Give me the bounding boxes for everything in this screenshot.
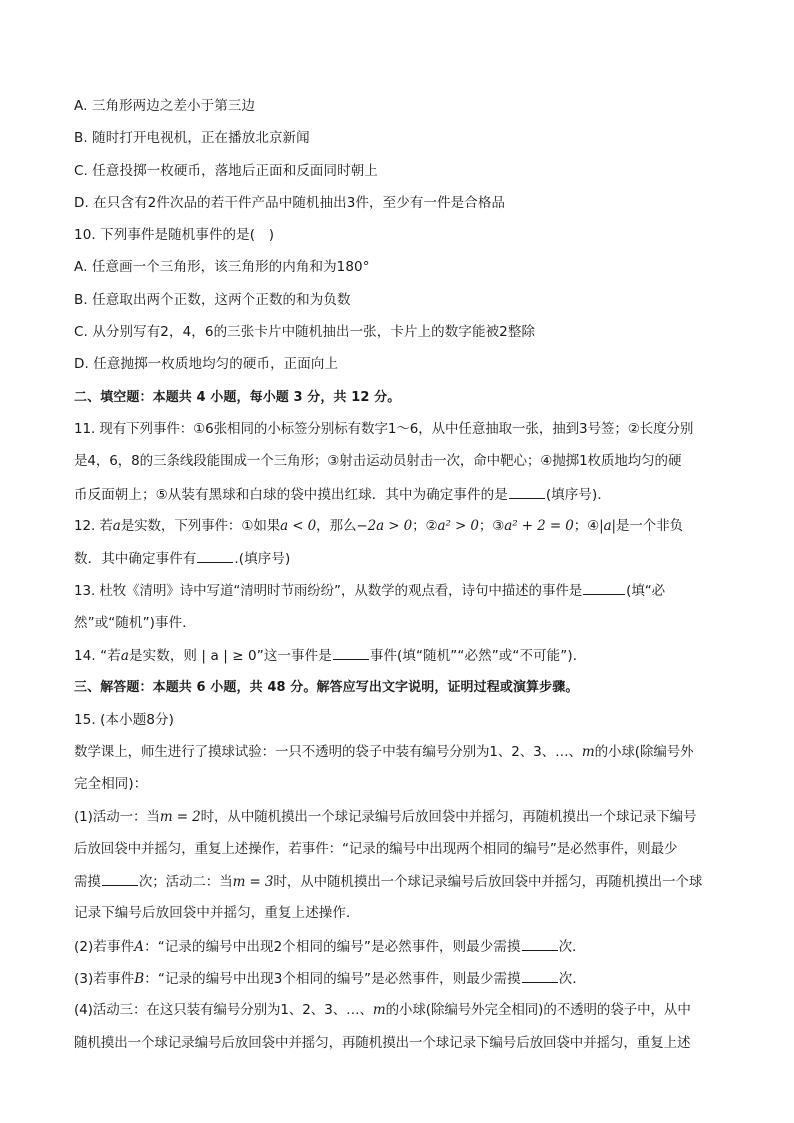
q10-option-c: C. 从分别写有2，4，6的三张卡片中随机抽出一张，卡片上的数字能被2整除 (74, 324, 536, 341)
q9-option-a: A. 三角形两边之差小于第三边 (74, 98, 256, 114)
answer-blank (583, 580, 625, 595)
q13-line-1: 13. 杜牧《清明》诗中写道“清明时节雨纷纷”，从数学的观点看，诗句中描述的事件是 (填“必 (74, 580, 724, 601)
answer-blank (509, 484, 545, 499)
q11-line-1: 11. 现有下列事件：①6张相同的小标签分别标有数字1～6，从中任意抽取一张，抽到3号签；②长度分别 (74, 420, 694, 437)
q15-part3: (3)若事件B：“记录的编号中出现3个相同的编号”是必然事件，则最少需摸 次． (74, 968, 724, 989)
q10-stem: 10. 下列事件是随机事件的是( ) (74, 227, 275, 244)
q15-part2: (2)若事件A：“记录的编号中出现2个相同的编号”是必然事件，则最少需摸 次． (74, 936, 724, 957)
q11-line-3: 币反面朝上；⑤从装有黑球和白球的袋中摸出红球．其中为确定事件的是 (填序号)． (74, 484, 724, 505)
q9-option-c: C. 任意投掷一枚硬币，落地后正面和反面同时朝上 (74, 162, 378, 179)
q15-intro-line-1: 数学课上，师生进行了摸球试验：一只不透明的袋子中装有编号分别为1、2、3、…、m的小球(除编号外 (74, 743, 694, 760)
q9-option-d: D. 在只含有2件次品的若干件产品中随机抽出3件，至少有一件是合格品 (74, 194, 506, 211)
q12-line-1: 12. 若a是实数，下列事件：①如果a < 0，那么−2a > 0；②a² > 0；③a² + 2 = 0；④|a|是一个非负 (74, 517, 683, 534)
answer-blank (197, 548, 233, 563)
q9-option-b: B. 随时打开电视机，正在播放北京新闻 (74, 130, 310, 147)
q12-line-2: 数．其中确定事件有 .(填序号) (74, 548, 724, 569)
q15-part1-line-1: (1)活动一：当m = 2时，从中随机摸出一个球记录编号后放回袋中并摇匀，再随机摸出一个球记录下编号 (74, 808, 697, 825)
answer-blank (522, 968, 558, 983)
q14-line: 14. “若a是实数，则 | a | ≥ 0”这一事件是 事件(填“随机”“必然”或“不可能”)． (74, 645, 724, 666)
q15-part1-line-2: 后放回袋中并摇匀，重复上述操作，若事件：“记录的编号中出现两个相同的编号”是必然事件，则最少 (74, 840, 678, 857)
answer-blank (522, 936, 558, 951)
answer-blank (102, 871, 138, 886)
q10-option-a: A. 任意画一个三角形，该三角形的内角和为180° (74, 259, 370, 276)
q13-line-2: 然”或“随机”)事件． (74, 614, 196, 631)
document-page (74, 96, 724, 1065)
q15-part4-line-1: (4)活动三：在这只装有编号分别为1、2、3、…、m的小球(除编号外完全相同)的不透明的袋子中，从中 (74, 1002, 691, 1019)
q15-part4-line-2: 随机摸出一个球记录编号后放回袋中并摇匀，再随机摸出一个球记录下编号后放回袋中并摇匀，重复上述 (74, 1034, 691, 1051)
q10-option-d: D. 任意抛掷一枚质地均匀的硬币，正面向上 (74, 356, 339, 373)
q15-part1-line-3: 需摸 次；活动二：当m = 3时，从中随机摸出一个球记录编号后放回袋中并摇匀，再随机摸出一个球 (74, 871, 724, 892)
q11-line-2: 是4，6，8的三条线段能围成一个三角形；③射击运动员射击一次，命中靶心；④抛掷1枚质地均匀的硬 (74, 453, 682, 470)
q10-option-b: B. 任意取出两个正数，这两个正数的和为负数 (74, 291, 351, 308)
section-2-heading: 二、填空题：本题共 4 小题，每小题 3 分，共 12 分。 (74, 389, 401, 405)
q15-header: 15. (本小题8分) (74, 711, 174, 728)
q15-intro-line-2: 完全相同)： (74, 776, 148, 793)
q15-part1-line-4: 记录下编号后放回袋中并摇匀，重复上述操作． (74, 905, 360, 922)
section-3-heading: 三、解答题：本题共 6 小题，共 48 分。解答应写出文字说明，证明过程或演算步骤。 (74, 680, 579, 696)
answer-blank (333, 645, 369, 660)
